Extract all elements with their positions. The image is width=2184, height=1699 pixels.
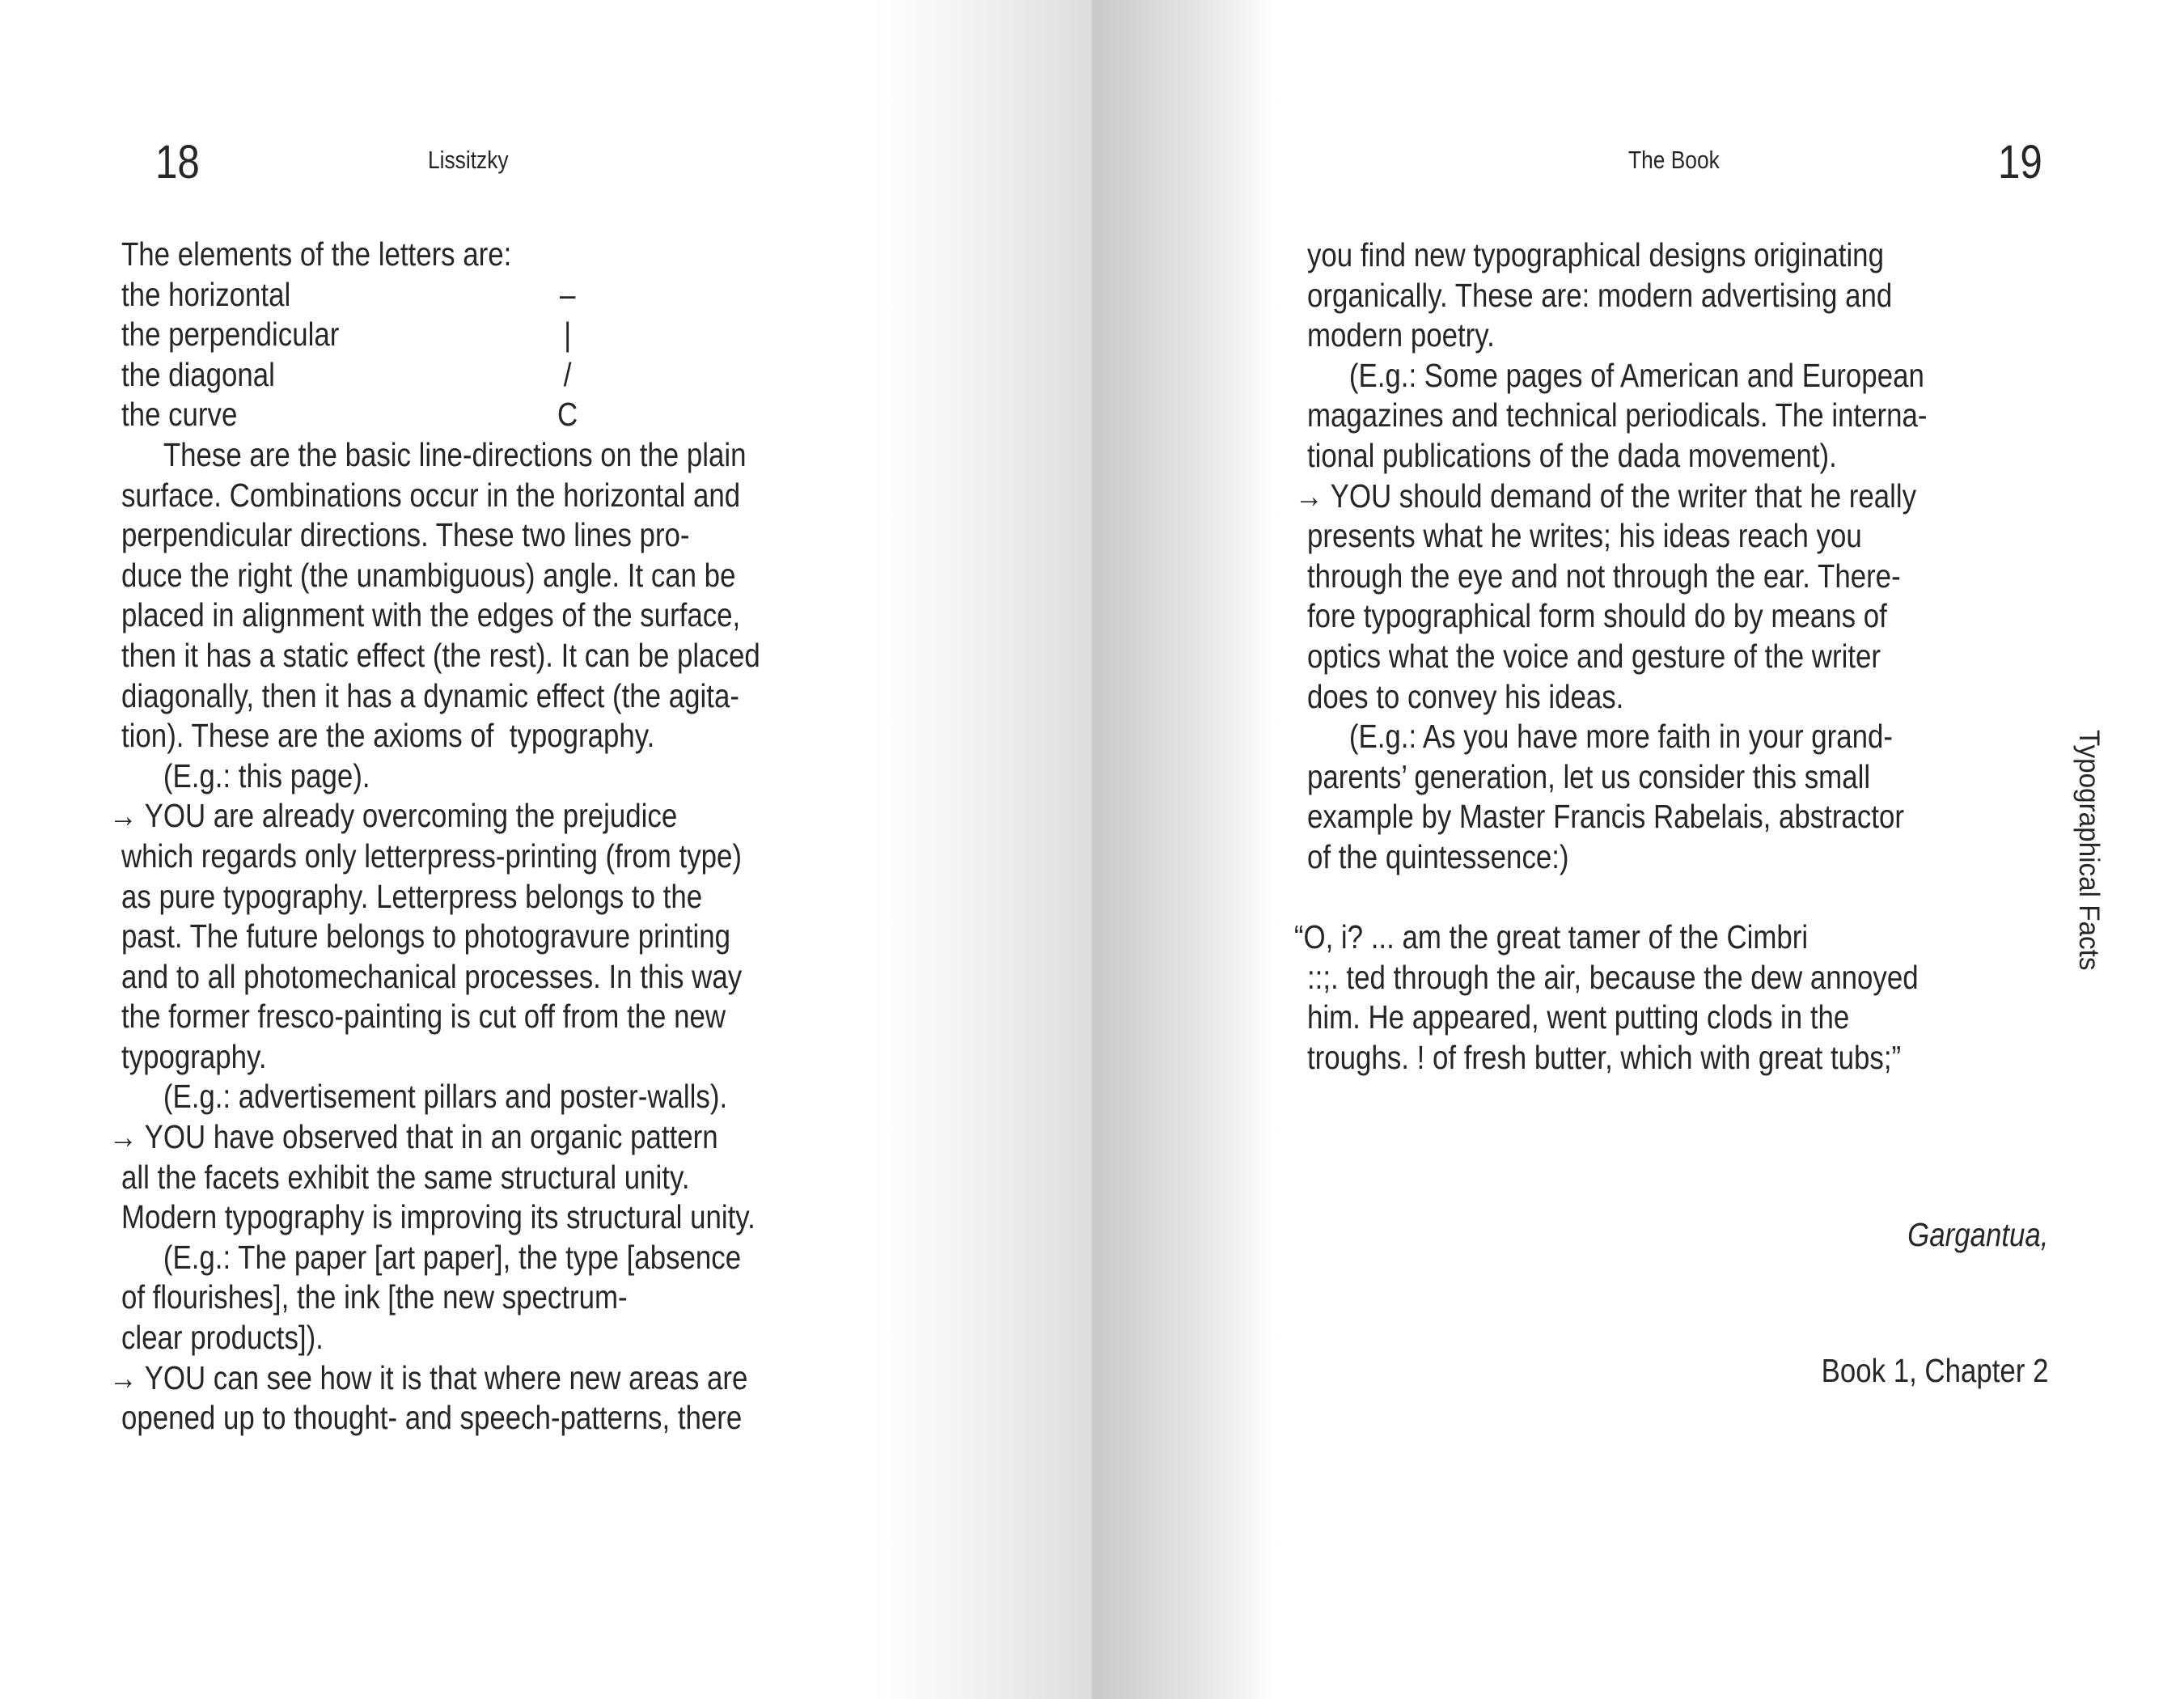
text-line: organically. These are: modern advertising and xyxy=(1307,276,1893,314)
text-line: then it has a static effect (the rest). It can be placed xyxy=(121,636,760,674)
text-line: you find new typographical designs originating xyxy=(1307,236,1884,273)
text-line: clear products]). xyxy=(121,1319,324,1357)
running-head-left: Lissitzky xyxy=(428,146,509,174)
text-line: → YOU can see how it is that where new areas are xyxy=(108,1358,748,1396)
text-line: (E.g.: advertisement pillars and poster-walls). xyxy=(163,1078,728,1116)
element-symbol: – xyxy=(559,275,576,313)
text-line: fore typographical form should do by means of xyxy=(1307,597,1887,635)
text-line: past. The future belongs to photogravure printing xyxy=(121,917,731,955)
element-row xyxy=(121,395,878,435)
text-line: all the facets exhibit the same structural unity. xyxy=(121,1158,690,1196)
attribution-reference: Book 1, Chapter 2 xyxy=(1821,1352,2048,1389)
element-row xyxy=(121,275,878,316)
text-line: as pure typography. Letterpress belongs to the xyxy=(121,877,703,915)
text-line: and to all photomechanical processes. In this way xyxy=(121,957,743,995)
text-line: surface. Combinations occur in the horizontal and xyxy=(121,476,741,514)
text-line: placed in alignment with the edges of the surface, xyxy=(121,596,741,634)
element-label: the perpendicular xyxy=(121,316,340,354)
text-line: does to convey his ideas. xyxy=(1307,677,1624,715)
text-line: of the quintessence:) xyxy=(1307,837,1569,875)
right-text-column xyxy=(1293,235,2063,1078)
text-line: “O, i? ... am the great tamer of the Cimbri xyxy=(1293,918,1809,956)
element-row xyxy=(121,355,878,396)
element-row xyxy=(121,315,878,355)
text-line: presents what he writes; his ideas reach you xyxy=(1307,517,1862,555)
text-line: parents’ generation, let us consider this small xyxy=(1307,757,1871,795)
page-number-right: 19 xyxy=(1998,136,2042,189)
text-line: (E.g.: Some pages of American and European xyxy=(1348,356,1924,394)
text-line: example by Master Francis Rabelais, abstractor xyxy=(1307,798,1904,836)
text-line: ::;. ted through the air, because the dew annoyed xyxy=(1307,958,1919,996)
text-line: diagonally, then it has a dynamic effect (the agita- xyxy=(121,676,739,714)
text-line: → YOU have observed that in an organic pattern xyxy=(108,1118,718,1156)
text-line: (E.g.: The paper [art paper], the type [absence xyxy=(163,1238,742,1276)
element-symbol: | xyxy=(564,316,572,354)
left-text-column xyxy=(108,235,878,1438)
text-line: magazines and technical periodicals. The interna- xyxy=(1307,396,1928,434)
text-line: → YOU are already overcoming the prejudice xyxy=(108,797,678,835)
text-line: opened up to thought- and speech-patterns, there xyxy=(121,1399,743,1437)
text-line: which regards only letterpress-printing (from type) xyxy=(121,837,742,875)
element-label: the diagonal xyxy=(121,355,275,393)
text-line: modern poetry. xyxy=(1307,316,1495,354)
element-label: the curve xyxy=(121,396,238,434)
element-symbol: / xyxy=(563,355,572,393)
text-line: → YOU should demand of the writer that he really xyxy=(1294,477,1917,515)
text-line: Modern typography is improving its structural unity. xyxy=(121,1198,756,1236)
gutter-shadow xyxy=(874,0,1278,1699)
vertical-margin-label: Typographical Facts xyxy=(2073,730,2105,971)
text-line: duce the right (the unambiguous) angle. It can be xyxy=(121,556,736,594)
text-line: These are the basic line-directions on the plain xyxy=(163,435,747,473)
text-line: optics what the voice and gesture of the writer xyxy=(1307,637,1881,675)
text-line: of flourishes], the ink [the new spectrum- xyxy=(121,1278,628,1316)
text-line: The elements of the letters are: xyxy=(121,235,512,273)
text-line: (E.g.: this page). xyxy=(163,756,370,794)
quote-attribution xyxy=(1821,1121,2048,1484)
element-symbol: C xyxy=(557,396,578,434)
text-line: tional publications of the dada movement). xyxy=(1307,436,1837,474)
text-line: through the eye and not through the ear. There- xyxy=(1307,557,1901,595)
text-line xyxy=(1307,878,2063,918)
text-line: the former fresco-painting is cut off from the new xyxy=(121,998,726,1036)
text-line: him. He appeared, went putting clods in the xyxy=(1307,998,1850,1036)
text-line: (E.g.: As you have more faith in your grand- xyxy=(1348,718,1894,756)
text-line: troughs. ! of fresh butter, which with great tubs;” xyxy=(1307,1038,1902,1076)
running-head-right: The Book xyxy=(1628,146,1720,174)
page-number-left: 18 xyxy=(155,136,200,189)
text-line: tion). These are the axioms of typography. xyxy=(121,717,655,755)
text-line: perpendicular directions. These two lines pro- xyxy=(121,516,690,554)
text-line: typography. xyxy=(121,1037,267,1075)
attribution-work: Gargantua, xyxy=(1907,1216,2048,1253)
element-label: the horizontal xyxy=(121,275,291,313)
